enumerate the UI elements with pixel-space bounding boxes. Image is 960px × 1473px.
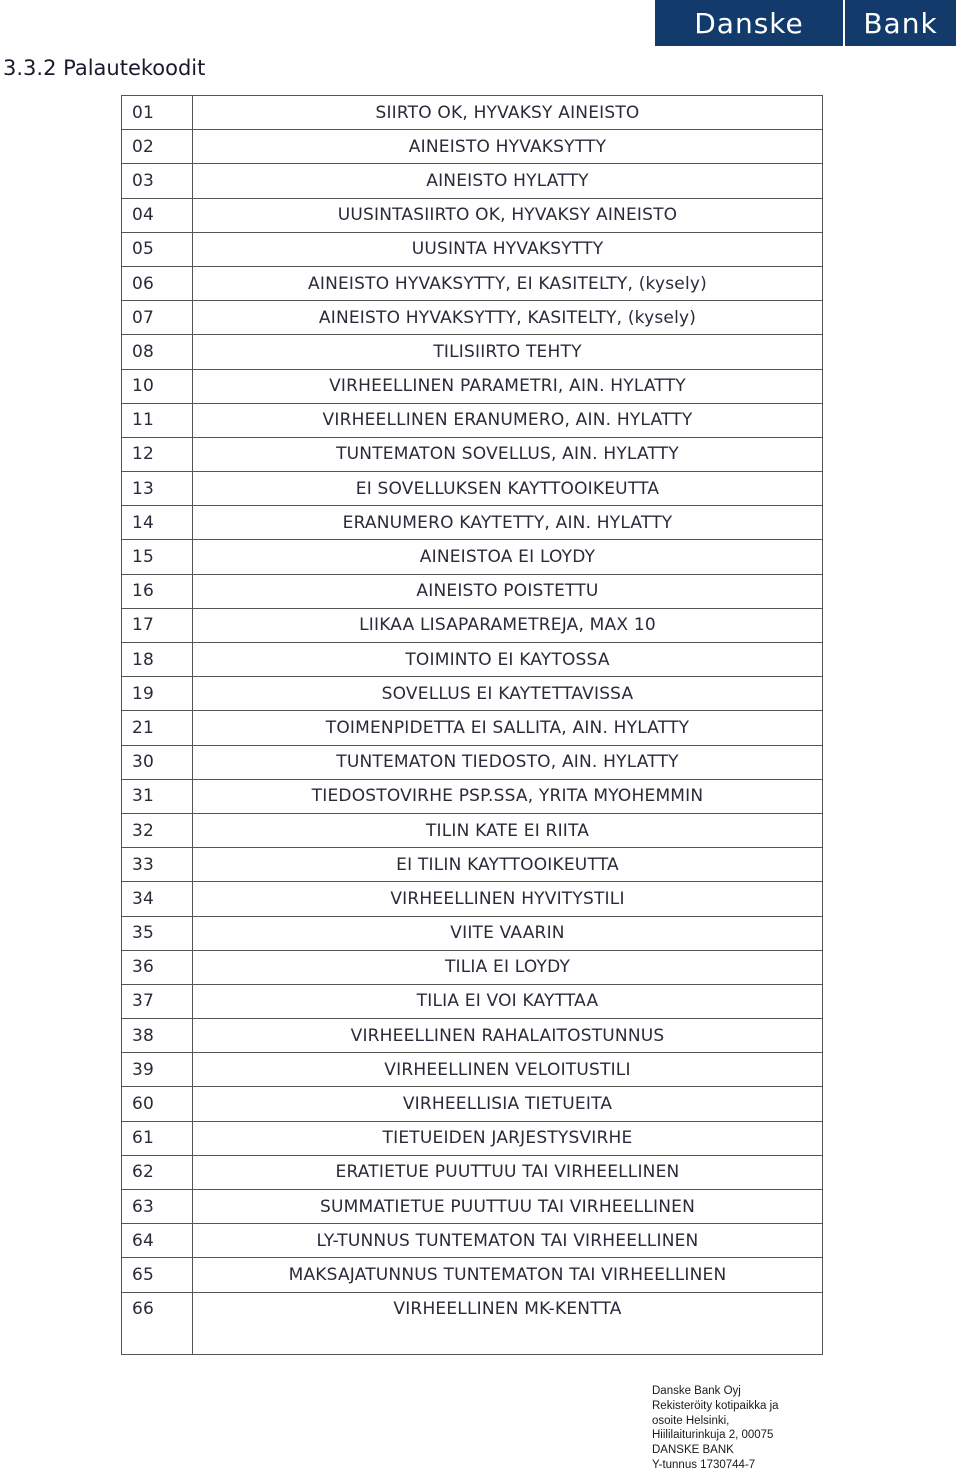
footer-line: Danske Bank Oyj [652, 1385, 741, 1397]
description-cell: EI SOVELLUKSEN KAYTTOOIKEUTTA [193, 472, 823, 506]
table-row [122, 540, 823, 574]
code-cell: 01 [122, 96, 193, 130]
description-cell: TUNTEMATON TIEDOSTO, AIN. HYLATTY [193, 745, 823, 779]
table-row [122, 1019, 823, 1053]
code-cell: 62 [122, 1155, 193, 1189]
description-cell: VIRHEELLINEN RAHALAITOSTUNNUS [193, 1019, 823, 1053]
description-cell: UUSINTA HYVAKSYTTY [193, 232, 823, 266]
description-cell: SOVELLUS EI KAYTETTAVISSA [193, 677, 823, 711]
code-cell: 60 [122, 1087, 193, 1121]
logo-right-text: Bank [863, 6, 938, 40]
description-cell: VIRHEELLINEN PARAMETRI, AIN. HYLATTY [193, 369, 823, 403]
table-row [122, 745, 823, 779]
description-cell: ERATIETUE PUUTTUU TAI VIRHEELLINEN [193, 1155, 823, 1189]
code-cell: 11 [122, 403, 193, 437]
table-row [122, 950, 823, 984]
table-row [122, 472, 823, 506]
code-cell: 36 [122, 950, 193, 984]
code-cell: 33 [122, 848, 193, 882]
table-row [122, 301, 823, 335]
table-row [122, 813, 823, 847]
description-cell: SUMMATIETUE PUUTTUU TAI VIRHEELLINEN [193, 1190, 823, 1224]
logo-left-text: Danske [694, 6, 804, 40]
description-cell: VIRHEELLINEN VELOITUSTILI [193, 1053, 823, 1087]
description-cell: VIRHEELLISIA TIETUEITA [193, 1087, 823, 1121]
description-cell: TIETUEIDEN JARJESTYSVIRHE [193, 1121, 823, 1155]
table-row [122, 1155, 823, 1189]
table-row [122, 96, 823, 130]
table-row [122, 1087, 823, 1121]
code-cell: 15 [122, 540, 193, 574]
table-row [122, 984, 823, 1018]
description-cell: VIITE VAARIN [193, 916, 823, 950]
table-row [122, 506, 823, 540]
footer-line: DANSKE BANK [652, 1444, 734, 1457]
company-footer [652, 1384, 779, 1473]
table-row [122, 266, 823, 300]
table-row [122, 369, 823, 403]
danske-bank-logo [655, 0, 956, 46]
description-cell: VIRHEELLINEN MK-KENTTA [193, 1292, 823, 1354]
description-cell: TUNTEMATON SOVELLUS, AIN. HYLATTY [193, 437, 823, 471]
code-cell: 37 [122, 984, 193, 1018]
table-row [122, 779, 823, 813]
code-cell: 06 [122, 266, 193, 300]
code-cell: 39 [122, 1053, 193, 1087]
table-row [122, 1053, 823, 1087]
code-cell: 14 [122, 506, 193, 540]
code-cell: 18 [122, 643, 193, 677]
description-cell: AINEISTO HYLATTY [193, 164, 823, 198]
code-cell: 05 [122, 232, 193, 266]
table-row [122, 437, 823, 471]
description-cell: TILIA EI LOYDY [193, 950, 823, 984]
table-row [122, 643, 823, 677]
code-cell: 35 [122, 916, 193, 950]
return-codes-table [121, 95, 823, 1355]
table-row [122, 916, 823, 950]
code-cell: 64 [122, 1224, 193, 1258]
code-cell: 12 [122, 437, 193, 471]
description-cell: TOIMENPIDETTA EI SALLITA, AIN. HYLATTY [193, 711, 823, 745]
table-row [122, 403, 823, 437]
code-cell: 66 [122, 1292, 193, 1354]
table-row [122, 1121, 823, 1155]
description-cell: AINEISTO HYVAKSYTTY, EI KASITELTY, (kysely) [193, 266, 823, 300]
description-cell: UUSINTASIIRTO OK, HYVAKSY AINEISTO [193, 198, 823, 232]
description-cell: TIEDOSTOVIRHE PSP.SSA, YRITA MYOHEMMIN [193, 779, 823, 813]
description-cell: LIIKAA LISAPARAMETREJA, MAX 10 [193, 608, 823, 642]
code-cell: 17 [122, 608, 193, 642]
description-cell: AINEISTO POISTETTU [193, 574, 823, 608]
table-row [122, 335, 823, 369]
table-row [122, 232, 823, 266]
description-cell: MAKSAJATUNNUS TUNTEMATON TAI VIRHEELLINEN [193, 1258, 823, 1292]
code-cell: 61 [122, 1121, 193, 1155]
code-cell: 07 [122, 301, 193, 335]
code-cell: 31 [122, 779, 193, 813]
code-cell: 38 [122, 1019, 193, 1053]
table-row [122, 574, 823, 608]
description-cell: LY-TUNNUS TUNTEMATON TAI VIRHEELLINEN [193, 1224, 823, 1258]
description-cell: TILIA EI VOI KAYTTAA [193, 984, 823, 1018]
code-cell: 30 [122, 745, 193, 779]
code-cell: 10 [122, 369, 193, 403]
code-cell: 16 [122, 574, 193, 608]
table-row [122, 164, 823, 198]
code-cell: 19 [122, 677, 193, 711]
footer-line: Rekisteröity kotipaikka ja [652, 1399, 779, 1412]
table-row [122, 848, 823, 882]
table-row [122, 711, 823, 745]
code-cell: 13 [122, 472, 193, 506]
table-row [122, 882, 823, 916]
description-cell: AINEISTO HYVAKSYTTY [193, 130, 823, 164]
description-cell: SIIRTO OK, HYVAKSY AINEISTO [193, 96, 823, 130]
footer-line: Hiililaiturinkuja 2, 00075 [652, 1429, 774, 1442]
table-row [122, 1292, 823, 1354]
table-row [122, 608, 823, 642]
footer-line: osoite Helsinki, [652, 1414, 730, 1427]
code-cell: 02 [122, 130, 193, 164]
description-cell: EI TILIN KAYTTOOIKEUTTA [193, 848, 823, 882]
code-cell: 21 [122, 711, 193, 745]
code-cell: 03 [122, 164, 193, 198]
code-cell: 65 [122, 1258, 193, 1292]
code-cell: 04 [122, 198, 193, 232]
code-cell: 63 [122, 1190, 193, 1224]
table-row [122, 198, 823, 232]
code-cell: 08 [122, 335, 193, 369]
table-row [122, 1224, 823, 1258]
footer-line: Y-tunnus 1730744-7 [652, 1458, 756, 1471]
description-cell: VIRHEELLINEN ERANUMERO, AIN. HYLATTY [193, 403, 823, 437]
table-row [122, 1190, 823, 1224]
description-cell: AINEISTOA EI LOYDY [193, 540, 823, 574]
description-cell: TOIMINTO EI KAYTOSSA [193, 643, 823, 677]
table-row [122, 677, 823, 711]
description-cell: AINEISTO HYVAKSYTTY, KASITELTY, (kysely) [193, 301, 823, 335]
code-cell: 34 [122, 882, 193, 916]
table-row [122, 1258, 823, 1292]
description-cell: ERANUMERO KAYTETTY, AIN. HYLATTY [193, 506, 823, 540]
description-cell: TILIN KATE EI RIITA [193, 813, 823, 847]
description-cell: TILISIIRTO TEHTY [193, 335, 823, 369]
section-heading: 3.3.2 Palautekoodit [3, 56, 206, 80]
code-cell: 32 [122, 813, 193, 847]
table-row [122, 130, 823, 164]
description-cell: VIRHEELLINEN HYVITYSTILI [193, 882, 823, 916]
